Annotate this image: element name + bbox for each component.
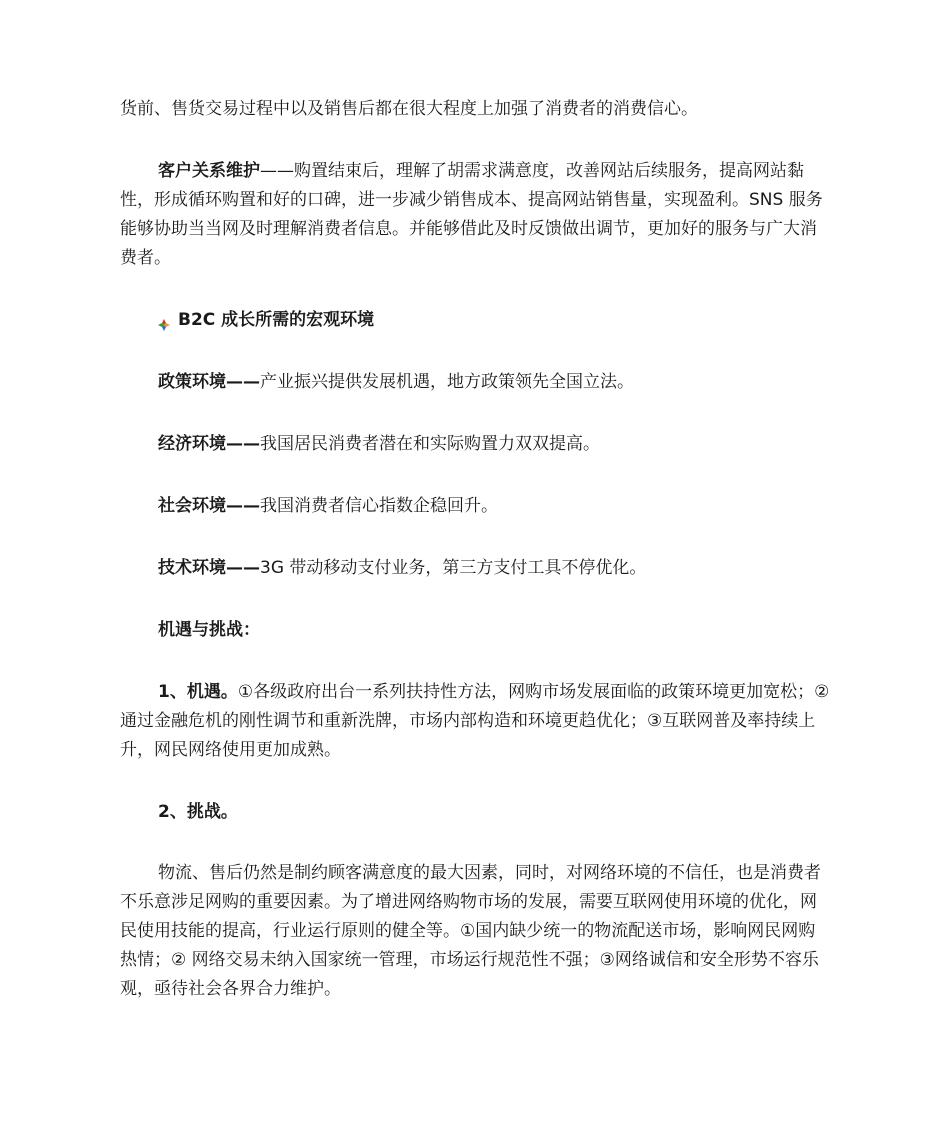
policy-environment-label: 政策环境—— [158, 372, 260, 392]
paragraph-customer-relations [120, 157, 830, 273]
opportunities-label: 1、机遇。 [158, 682, 238, 702]
customer-relations-label: 客户关系维护 [158, 161, 260, 181]
opportunities-text: ①各级政府出台一系列扶持性方法，网购市场发展面临的政策环境更加宽松；②通过金融危机的刚性调节和重新洗牌，市场内部构造和环境更趋优化；③互联网普及率持续上升，网民网络使用更加成熟。 [120, 682, 830, 760]
paragraph-opportunities [120, 678, 830, 765]
economic-environment-text: 我国居民消费者潜在和实际购置力双双提高。 [260, 434, 600, 454]
section-heading-macro-environment [158, 306, 374, 335]
paragraph-technology-environment [120, 554, 830, 583]
challenges-label: 2、挑战。 [158, 802, 238, 822]
paragraph-social-environment [120, 492, 830, 521]
customer-relations-text: ——购置结束后，理解了胡需求满意度，改善网站后续服务，提高网站黏性，形成循环购置和好的口碑，进一步减少销售成本、提高网站销售量，实现盈利。SNS 服务能够协助当当网及时理解消费者信息。并能够借此及时反馈做出调节，更加好的服务与广大消费者。 [120, 161, 823, 268]
policy-environment-text: 产业振兴提供发展机遇，地方政策领先全国立法。 [260, 372, 634, 392]
technology-environment-label: 技术环境—— [158, 558, 260, 578]
social-environment-text: 我国消费者信心指数企稳回升。 [260, 496, 498, 516]
heading-challenges [120, 798, 830, 827]
paragraph-economic-environment [120, 430, 830, 459]
opportunities-challenges-label: 机遇与挑战： [158, 620, 260, 640]
challenges-text: 物流、售后仍然是制约顾客满意度的最大因素，同时，对网络环境的不信任，也是消费者不乐意涉足网购的重要因素。为了增进网络购物市场的发展，需要互联网使用环境的优化，网民使用技能的提高，行业运行原则的健全等。①国内缺少统一的物流配送市场，影响网民网购热情；② 网络交易未纳入国家统一管理，市场运行规范性不强；③网络诚信和安全形势不容乐观，亟待社会各界合力维护。 [120, 863, 821, 999]
social-environment-label: 社会环境—— [158, 496, 260, 516]
paragraph-intro-text: 货前、售货交易过程中以及销售后都在很大程度上加强了消费者的消费信心。 [120, 99, 698, 119]
section-heading-text: B2C 成长所需的宏观环境 [178, 310, 375, 330]
technology-environment-text: 3G 带动移动支付业务，第三方支付工具不停优化。 [260, 558, 647, 578]
paragraph-challenges [120, 859, 830, 1004]
four-color-arrow-bullet-icon [158, 312, 170, 324]
heading-opportunities-challenges [120, 616, 830, 645]
paragraph-policy-environment [120, 368, 830, 397]
economic-environment-label: 经济环境—— [158, 434, 260, 454]
paragraph-intro [120, 95, 830, 124]
